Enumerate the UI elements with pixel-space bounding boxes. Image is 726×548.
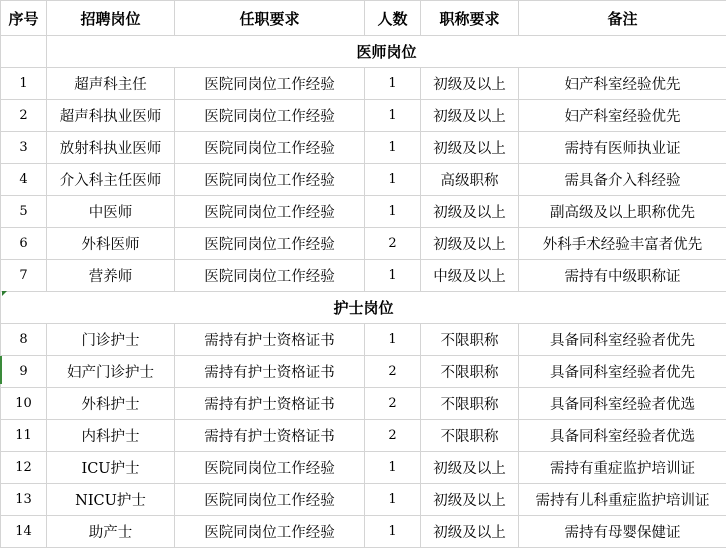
cell-position[interactable]: 内科护士 xyxy=(47,420,175,452)
header-row xyxy=(1,1,726,36)
cell-seq[interactable]: 7 xyxy=(1,260,47,292)
cell-position[interactable]: ICU护士 xyxy=(47,452,175,484)
cell-position[interactable]: 放射科执业医师 xyxy=(47,132,175,164)
cell-requirement[interactable]: 需持有护士资格证书 xyxy=(175,388,365,420)
cell-remark[interactable]: 具备同科室经验者优选 xyxy=(519,388,726,420)
cell-seq[interactable]: 1 xyxy=(1,68,47,100)
cell-title-requirement[interactable]: 初级及以上 xyxy=(421,228,519,260)
cell-requirement[interactable]: 需持有护士资格证书 xyxy=(175,356,365,388)
cell-title-requirement[interactable]: 高级职称 xyxy=(421,164,519,196)
cell-seq[interactable]: 9 xyxy=(1,356,47,388)
table-row xyxy=(1,388,726,420)
cell-remark[interactable]: 需持有重症监护培训证 xyxy=(519,452,726,484)
section-row-nurses xyxy=(1,292,726,324)
cell-count[interactable]: 1 xyxy=(365,164,421,196)
cell-remark[interactable]: 需持有母婴保健证 xyxy=(519,516,726,548)
cell-seq[interactable]: 12 xyxy=(1,452,47,484)
cell-remark[interactable]: 副高级及以上职称优先 xyxy=(519,196,726,228)
header-seq[interactable]: 序号 xyxy=(1,1,47,36)
header-title-requirement[interactable]: 职称要求 xyxy=(421,1,519,36)
table-row xyxy=(1,452,726,484)
cell-seq[interactable]: 14 xyxy=(1,516,47,548)
cell-requirement[interactable]: 医院同岗位工作经验 xyxy=(175,196,365,228)
cell-count[interactable]: 1 xyxy=(365,196,421,228)
cell-count[interactable]: 1 xyxy=(365,260,421,292)
table-row xyxy=(1,484,726,516)
cell-title-requirement[interactable]: 初级及以上 xyxy=(421,132,519,164)
table-row xyxy=(1,516,726,548)
cell-remark[interactable]: 具备同科室经验者优先 xyxy=(519,324,726,356)
cell-requirement[interactable]: 医院同岗位工作经验 xyxy=(175,484,365,516)
section-spacer-cell[interactable] xyxy=(1,36,47,68)
cell-remark[interactable]: 需持有中级职称证 xyxy=(519,260,726,292)
cell-position[interactable]: 介入科主任医师 xyxy=(47,164,175,196)
cell-remark[interactable]: 需持有医师执业证 xyxy=(519,132,726,164)
cell-count[interactable]: 1 xyxy=(365,484,421,516)
cell-remark[interactable]: 妇产科室经验优先 xyxy=(519,68,726,100)
cell-position[interactable]: 助产士 xyxy=(47,516,175,548)
table-row xyxy=(1,260,726,292)
cell-seq[interactable]: 8 xyxy=(1,324,47,356)
cell-position[interactable]: 营养师 xyxy=(47,260,175,292)
cell-requirement[interactable]: 医院同岗位工作经验 xyxy=(175,164,365,196)
cell-requirement[interactable]: 医院同岗位工作经验 xyxy=(175,132,365,164)
cell-title-requirement[interactable]: 不限职称 xyxy=(421,324,519,356)
cell-remark[interactable]: 具备同科室经验者优先 xyxy=(519,356,726,388)
section-title-nurses[interactable]: 护士岗位 xyxy=(1,292,726,324)
row-selection-marker xyxy=(0,356,2,384)
table-row xyxy=(1,324,726,356)
cell-remark[interactable]: 需具备介入科经验 xyxy=(519,164,726,196)
header-requirement[interactable]: 任职要求 xyxy=(175,1,365,36)
table-row xyxy=(1,356,726,388)
cell-comment-indicator xyxy=(2,291,7,296)
cell-requirement[interactable]: 医院同岗位工作经验 xyxy=(175,68,365,100)
cell-count[interactable]: 2 xyxy=(365,388,421,420)
cell-count[interactable]: 1 xyxy=(365,452,421,484)
cell-title-requirement[interactable]: 初级及以上 xyxy=(421,68,519,100)
cell-title-requirement[interactable]: 初级及以上 xyxy=(421,516,519,548)
cell-seq[interactable]: 10 xyxy=(1,388,47,420)
cell-position[interactable]: 外科护士 xyxy=(47,388,175,420)
cell-position[interactable]: 中医师 xyxy=(47,196,175,228)
cell-count[interactable]: 2 xyxy=(365,228,421,260)
cell-count[interactable]: 1 xyxy=(365,132,421,164)
table-row xyxy=(1,228,726,260)
section-title-doctors[interactable]: 医师岗位 xyxy=(47,36,726,68)
cell-count[interactable]: 1 xyxy=(365,324,421,356)
cell-position[interactable]: 超声科主任 xyxy=(47,68,175,100)
table-row xyxy=(1,100,726,132)
cell-title-requirement[interactable]: 中级及以上 xyxy=(421,260,519,292)
cell-remark[interactable]: 外科手术经验丰富者优先 xyxy=(519,228,726,260)
table-row xyxy=(1,132,726,164)
cell-remark[interactable]: 需持有儿科重症监护培训证 xyxy=(519,484,726,516)
cell-count[interactable]: 1 xyxy=(365,68,421,100)
cell-count[interactable]: 1 xyxy=(365,100,421,132)
cell-requirement[interactable]: 需持有护士资格证书 xyxy=(175,324,365,356)
cell-requirement[interactable]: 医院同岗位工作经验 xyxy=(175,228,365,260)
cell-seq[interactable]: 2 xyxy=(1,100,47,132)
cell-remark[interactable]: 妇产科室经验优先 xyxy=(519,100,726,132)
cell-title-requirement[interactable]: 不限职称 xyxy=(421,356,519,388)
table-row xyxy=(1,196,726,228)
cell-requirement[interactable]: 医院同岗位工作经验 xyxy=(175,100,365,132)
cell-title-requirement[interactable]: 初级及以上 xyxy=(421,452,519,484)
section-row-doctors xyxy=(1,36,726,68)
cell-count[interactable]: 1 xyxy=(365,516,421,548)
table-row xyxy=(1,420,726,452)
cell-count[interactable]: 2 xyxy=(365,356,421,388)
cell-title-requirement[interactable]: 不限职称 xyxy=(421,420,519,452)
cell-position[interactable]: 门诊护士 xyxy=(47,324,175,356)
header-count[interactable]: 人数 xyxy=(365,1,421,36)
cell-position[interactable]: NICU护士 xyxy=(47,484,175,516)
cell-seq[interactable]: 3 xyxy=(1,132,47,164)
header-position[interactable]: 招聘岗位 xyxy=(47,1,175,36)
cell-seq[interactable]: 11 xyxy=(1,420,47,452)
cell-title-requirement[interactable]: 初级及以上 xyxy=(421,100,519,132)
header-remark[interactable]: 备注 xyxy=(519,1,726,36)
cell-position[interactable]: 妇产门诊护士 xyxy=(47,356,175,388)
cell-title-requirement[interactable]: 不限职称 xyxy=(421,388,519,420)
cell-seq[interactable]: 5 xyxy=(1,196,47,228)
cell-remark[interactable]: 具备同科室经验者优选 xyxy=(519,420,726,452)
cell-requirement[interactable]: 医院同岗位工作经验 xyxy=(175,452,365,484)
cell-position[interactable]: 外科医师 xyxy=(47,228,175,260)
cell-seq[interactable]: 4 xyxy=(1,164,47,196)
cell-title-requirement[interactable]: 初级及以上 xyxy=(421,484,519,516)
cell-seq[interactable]: 13 xyxy=(1,484,47,516)
cell-count[interactable]: 2 xyxy=(365,420,421,452)
table-row xyxy=(1,68,726,100)
cell-position[interactable]: 超声科执业医师 xyxy=(47,100,175,132)
cell-requirement[interactable]: 需持有护士资格证书 xyxy=(175,420,365,452)
table-row xyxy=(1,164,726,196)
cell-requirement[interactable]: 医院同岗位工作经验 xyxy=(175,516,365,548)
cell-requirement[interactable]: 医院同岗位工作经验 xyxy=(175,260,365,292)
cell-title-requirement[interactable]: 初级及以上 xyxy=(421,196,519,228)
cell-seq[interactable]: 6 xyxy=(1,228,47,260)
